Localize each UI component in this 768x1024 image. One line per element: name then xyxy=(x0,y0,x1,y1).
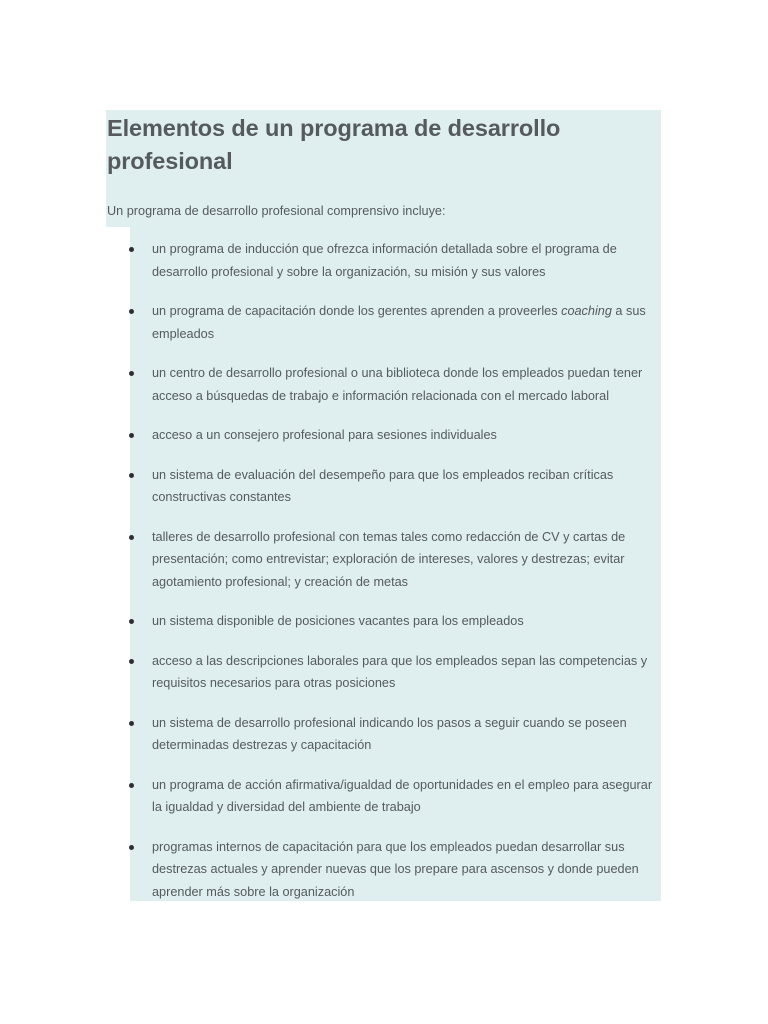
intro-paragraph: Un programa de desarrollo profesional comprensivo incluye: xyxy=(107,204,446,218)
bullet-icon xyxy=(129,473,134,478)
list-item xyxy=(107,362,663,407)
list-item-text: un programa de capacitación donde los gerentes aprenden a proveerles xyxy=(152,304,562,318)
list-item-text: un sistema de desarrollo profesional indicando los pasos a seguir cuando se poseen determinadas destrezas y capacitación xyxy=(152,715,627,752)
list-item xyxy=(107,300,663,345)
list-item-text: un programa de inducción que ofrezca información detallada sobre el programa de desarrollo profesional y sobre la organización, su misión y sus valores xyxy=(152,242,617,279)
bullet-icon xyxy=(129,783,134,788)
bullet-icon xyxy=(129,619,134,624)
list-item-text: programas internos de capacitación para que los empleados puedan desarrollar sus destrezas actuales y aprender nuevas que los prepare para ascensos y donde pueden aprender más sobre la organización xyxy=(152,839,639,899)
list-item-text: acceso a un consejero profesional para sesiones individuales xyxy=(152,428,497,442)
list-item xyxy=(107,424,663,447)
list-item xyxy=(107,610,663,633)
list-item-text: un centro de desarrollo profesional o una biblioteca donde los empleados puedan tener acceso a búsquedas de trabajo e información relacionada con el mercado laboral xyxy=(152,366,643,403)
list-item xyxy=(107,836,663,904)
bullet-icon xyxy=(129,433,134,438)
list-item-text: a sus empleados xyxy=(152,304,646,341)
bullet-icon xyxy=(129,721,134,726)
bullet-icon xyxy=(129,845,134,850)
list-item-text: acceso a las descripciones laborales para que los empleados sepan las competencias y requisitos necesarios para otras posiciones xyxy=(152,653,648,690)
list-item-emphasis: coaching xyxy=(561,304,612,318)
bullet-icon xyxy=(129,309,134,314)
bullet-icon xyxy=(129,247,134,252)
bullet-icon xyxy=(129,535,134,540)
list-item-text: un programa de acción afirmativa/igualdad de oportunidades en el empleo para asegurar la igualdad y diversidad del ambiente de trabajo xyxy=(152,777,653,814)
elements-list xyxy=(107,238,663,903)
list-item xyxy=(107,238,663,283)
article-content xyxy=(107,112,663,920)
list-item-text: un sistema de evaluación del desempeño para que los empleados reciban críticas constructivas constantes xyxy=(152,467,614,504)
list-item xyxy=(107,650,663,695)
bullet-icon xyxy=(129,659,134,664)
list-item xyxy=(107,712,663,757)
page-title: Elementos de un programa de desarrollo profesional xyxy=(107,115,561,174)
bullet-icon xyxy=(129,371,134,376)
list-item xyxy=(107,464,663,509)
list-item-text: un sistema disponible de posiciones vacantes para los empleados xyxy=(152,614,524,628)
list-item xyxy=(107,526,663,594)
list-item-text: talleres de desarrollo profesional con temas tales como redacción de CV y cartas de presentación; como entrevistar; exploración de intereses, valores y destrezas; evitar agotamiento profesional; y creación de metas xyxy=(152,529,626,589)
list-item xyxy=(107,774,663,819)
